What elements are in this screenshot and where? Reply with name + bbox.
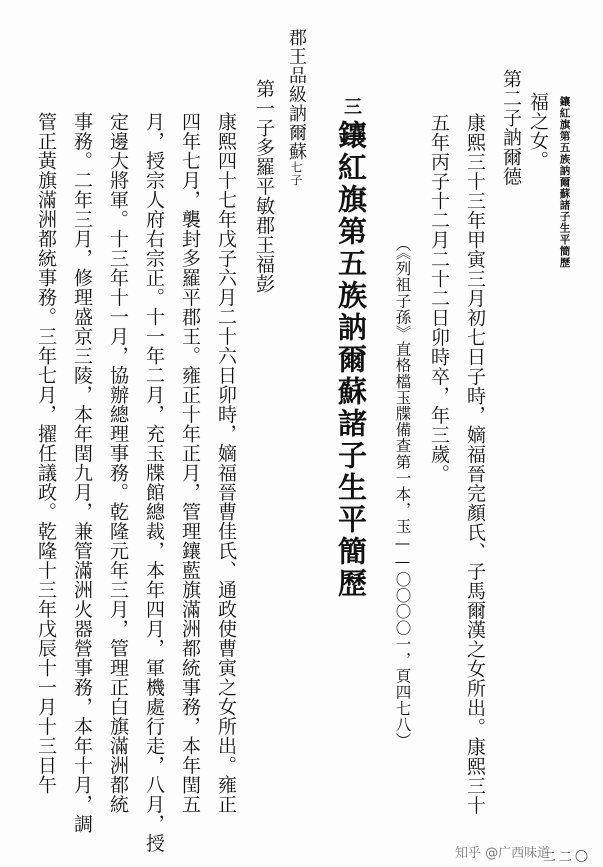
section-title: 鑲紅旗第五族訥爾蘇諸子生平簡歷	[334, 120, 368, 600]
text-column-10: 四年七月，襲封多羅平郡王。雍正十年正月，管理鑲藍旗滿洲都統事務，本年閏五	[179, 112, 201, 814]
running-head: 鑲紅旗第五族訥爾蘇諸子生平簡歷	[558, 96, 571, 269]
source-citation: （《列祖子孫》直格檔玉牒備查第一本，玉——〇〇〇〇一，頁四七八）	[393, 236, 412, 749]
text-column-14: 管正黃旗滿洲都統事務。三年七月，擢任議政。乾隆十三年戊辰十一月十三日午	[35, 112, 57, 795]
text-column-11: 月，授宗人府右宗正。十一年二月，充玉牒館總裁，本年四月，軍機處行走，八月，授	[143, 112, 165, 853]
sub-heading	[287, 28, 305, 187]
page-number: 二二〇	[543, 850, 592, 865]
sub-heading-note: 七子	[289, 161, 303, 187]
text-column-12: 定邊大將軍。十三年十一月，協辦總理事務。乾隆元年三月，管理正白旗滿洲都統	[107, 112, 129, 814]
text-column-1: 福之女。	[527, 92, 549, 170]
text-column-8: 第一子多羅平敏郡王福彭	[253, 79, 275, 294]
sub-heading-text: 郡王品級訥爾蘇	[286, 28, 307, 161]
text-column-2: 第二子訥爾德	[500, 69, 522, 186]
text-column-3: 康熙三十三年甲寅三月初七日子時，嫡福晉完顏氏、子馬爾漢之女所出。康熙三十	[464, 113, 486, 815]
section-number: 三	[341, 97, 362, 115]
text-column-4: 五年丙子十二月二十二日卯時卒，年三歲。	[428, 113, 450, 484]
text-column-9: 康熙四十七年戊子六月二十六日卯時，嫡福晉曹佳氏、通政使曹寅之女所出。雍正	[215, 112, 237, 814]
text-column-13: 事務。二年三月，修理盛京三陵，本年閏九月，兼管滿洲火器營事務，本年十月，調	[71, 112, 93, 834]
watermark-text: 知乎 @广西味道	[455, 846, 551, 861]
